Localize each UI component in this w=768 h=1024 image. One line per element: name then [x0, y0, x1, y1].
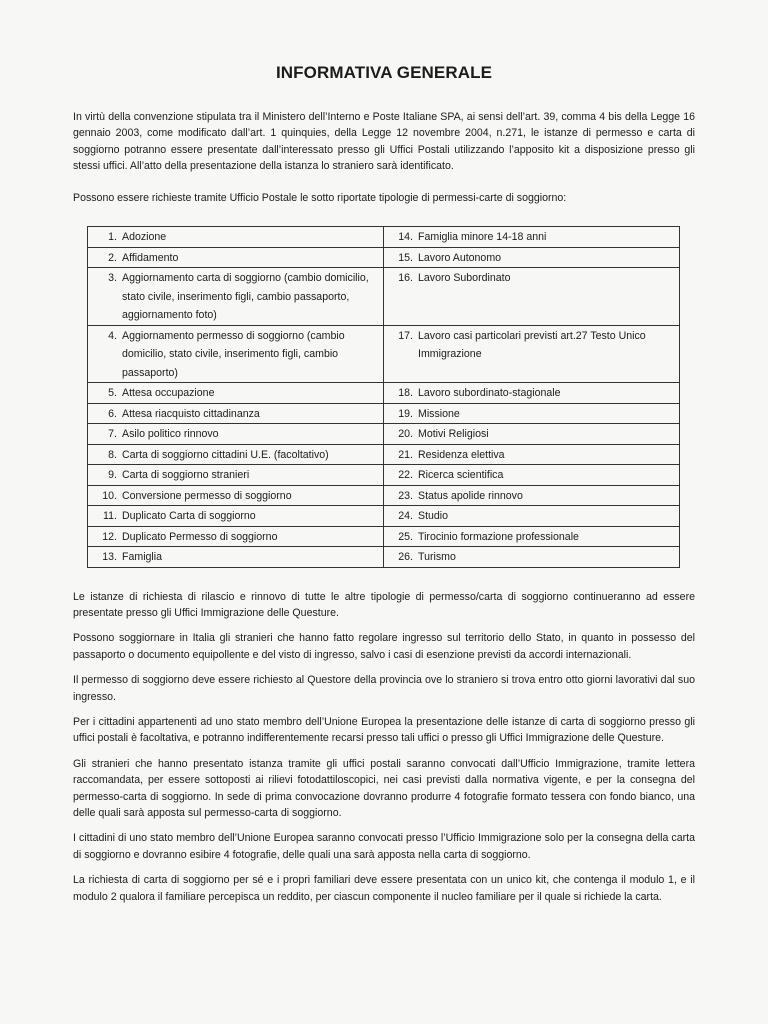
item-number: 3. — [108, 272, 117, 285]
item-label: Ricerca scientifica — [418, 469, 504, 482]
document-title: INFORMATIVA GENERALE — [275, 63, 493, 82]
paragraph-kit-familiari: La richiesta di carta di soggiorno per sé e i propri familiari deve essere presentata con un unico kit, che contenga il modulo 1, e il modulo 2 qualora il familiare percepisca un reddito, per ciascun componente il nucleo familiare per il quale si richiede la carta. — [73, 874, 695, 903]
table-cell-left — [88, 526, 384, 547]
table-row — [88, 465, 680, 486]
table-cell-right — [384, 268, 680, 326]
item-label: Aggiornamento permesso di soggiorno (cambio domicilio, stato civile, inserimento figli, cambio passaporto) — [122, 329, 345, 379]
item-number: 7. — [108, 428, 117, 441]
item-label: Affidamento — [122, 251, 179, 264]
table-row — [88, 247, 680, 268]
item-number: 9. — [108, 469, 117, 482]
item-label: Carta di soggiorno cittadini U.E. (facoltativo) — [122, 448, 329, 461]
item-number: 12. — [102, 530, 117, 543]
item-label: Lavoro subordinato-stagionale — [418, 387, 561, 400]
table-cell-left — [88, 424, 384, 445]
table-cell-right — [384, 526, 680, 547]
item-label: Asilo politico rinnovo — [122, 428, 219, 441]
item-number: 24. — [398, 510, 413, 523]
item-label: Aggiornamento carta di soggiorno (cambio domicilio, stato civile, inserimento figli, cambio passaporto, aggiornamento foto) — [122, 272, 369, 322]
table-cell-right — [384, 325, 680, 383]
item-number: 22. — [398, 469, 413, 482]
item-number: 5. — [108, 387, 117, 400]
table-cell-right — [384, 403, 680, 424]
body-paragraphs — [73, 589, 695, 906]
item-label: Missione — [418, 407, 460, 420]
item-label: Lavoro Subordinato — [418, 272, 511, 285]
item-label: Carta di soggiorno stranieri — [122, 469, 250, 482]
item-label: Famiglia minore 14-18 anni — [418, 231, 547, 244]
table-cell-left — [88, 247, 384, 268]
table-cell-right — [384, 247, 680, 268]
item-label: Adozione — [122, 231, 167, 244]
item-number: 4. — [108, 329, 117, 342]
table-cell-right — [384, 227, 680, 248]
table-row — [88, 403, 680, 424]
item-number: 2. — [108, 251, 117, 264]
table-row — [88, 547, 680, 568]
permit-types-table — [87, 226, 680, 568]
item-label: Attesa occupazione — [122, 387, 215, 400]
item-label: Tirocinio formazione professionale — [418, 530, 579, 543]
table-cell-right — [384, 485, 680, 506]
item-number: 25. — [398, 530, 413, 543]
table-cell-left — [88, 485, 384, 506]
item-number: 18. — [398, 387, 413, 400]
item-number: 1. — [108, 231, 117, 244]
table-cell-right — [384, 444, 680, 465]
table-row — [88, 506, 680, 527]
paragraph-convocazione: Gli stranieri che hanno presentato istanza tramite gli uffici postali saranno convocati dall’Ufficio Immigrazione, tramite lettera raccomandata, per essere sottoposti ai rilievi fotodattiloscopici, nei casi previsti dalla normativa vigente, e per la consegna del permesso-carta di soggiorno. In sede di prima convocazione dovranno produrre 4 fotografie formato tessera con fondo bianco, una delle quali sarà apposta sul permesso-carta di soggiorno. — [73, 757, 695, 819]
table-row — [88, 424, 680, 445]
table-row — [88, 227, 680, 248]
table-cell-left — [88, 403, 384, 424]
item-number: 20. — [398, 428, 413, 441]
paragraph-soggiorno-stranieri: Possono soggiornare in Italia gli stranieri che hanno fatto regolare ingresso sul territorio dello Stato, in quanto in possesso del passaporto o documento equipollente e del visto di ingresso, salvo i casi di esenzione previsti da accordi internazionali. — [73, 632, 695, 661]
table-cell-left — [88, 547, 384, 568]
item-label: Lavoro casi particolari previsti art.27 Testo Unico Immigrazione — [418, 329, 646, 361]
item-number: 14. — [398, 231, 413, 244]
table-cell-left — [88, 444, 384, 465]
table-cell-right — [384, 506, 680, 527]
table-cell-left — [88, 227, 384, 248]
item-number: 13. — [102, 551, 117, 564]
table-cell-left — [88, 325, 384, 383]
item-label: Conversione permesso di soggiorno — [122, 489, 292, 502]
table-row — [88, 325, 680, 383]
intro-paragraph: In virtù della convenzione stipulata tra il Ministero dell’Interno e Poste Italiane SPA, ai sensi dell’art. 39, comma 4 bis della Legge 16 gennaio 2003, come modificato dall’art. 1 quinquies, della Legge 12 novembre 2004, n.271, le istanze di permesso e carta di soggiorno potranno essere presentate dall’interessato presso gli Uffici Postali utilizzando l’apposito kit a disposizione presso gli stessi uffici. All’atto della presentazione della istanza lo straniero sarà identificato. — [73, 111, 695, 173]
item-number: 21. — [398, 448, 413, 461]
item-number: 23. — [398, 489, 413, 502]
table-intro-paragraph: Possono essere richieste tramite Ufficio Postale le sotto riportate tipologie di permessi-carte di soggiorno: — [73, 191, 567, 204]
item-label: Duplicato Permesso di soggiorno — [122, 530, 278, 543]
item-number: 11. — [103, 510, 117, 523]
paragraph-cittadini-ue: Per i cittadini appartenenti ad uno stato membro dell’Unione Europea la presentazione delle istanze di carta di soggiorno presso gli uffici postali è facoltativa, e potranno indifferentemente recarsi presso tali uffici o presso gli Uffici Immigrazione delle Questure. — [73, 715, 695, 745]
item-number: 8. — [108, 448, 117, 461]
item-label: Status apolide rinnovo — [418, 489, 523, 502]
table-row — [88, 526, 680, 547]
item-label: Famiglia — [122, 551, 163, 564]
table-cell-right — [384, 547, 680, 568]
item-label: Duplicato Carta di soggiorno — [122, 510, 256, 523]
table-cell-left — [88, 383, 384, 404]
table-cell-left — [88, 506, 384, 527]
table-cell-right — [384, 465, 680, 486]
table-row — [88, 485, 680, 506]
paragraph-altre-tipologie: Le istanze di richiesta di rilascio e rinnovo di tutte le altre tipologie di permesso/carta di soggiorno continueranno ad essere presentate presso gli Uffici Immigrazione delle Questure. — [73, 590, 695, 619]
item-number: 15. — [398, 251, 413, 264]
table-cell-left — [88, 465, 384, 486]
table-row — [88, 444, 680, 465]
item-label: Lavoro Autonomo — [418, 251, 502, 264]
table-cell-left — [88, 268, 384, 326]
table-cell-right — [384, 424, 680, 445]
item-label: Studio — [418, 510, 449, 523]
item-number: 26. — [398, 551, 413, 564]
table-cell-right — [384, 383, 680, 404]
paragraph-richiesta-questore: Il permesso di soggiorno deve essere richiesto al Questore della provincia ove lo straniero si trova entro otto giorni lavorativi dal suo ingresso. — [73, 674, 695, 703]
item-number: 19. — [398, 407, 413, 420]
item-number: 10. — [102, 489, 117, 502]
paragraph-cittadini-ue-consegna: I cittadini di uno stato membro dell’Unione Europea saranno convocati presso l’Ufficio Immigrazione solo per la consegna della carta di soggiorno e dovranno esibire 4 fotografie, delle quali una sarà apposta nella carta di soggiorno. — [73, 832, 695, 861]
item-label: Attesa riacquisto cittadinanza — [122, 407, 260, 420]
item-number: 6. — [108, 407, 117, 420]
table-row — [88, 268, 680, 326]
item-label: Turismo — [418, 551, 456, 564]
item-number: 16. — [398, 272, 413, 285]
item-label: Motivi Religiosi — [418, 428, 489, 441]
item-number: 17. — [398, 329, 413, 342]
item-label: Residenza elettiva — [418, 448, 505, 461]
table-row — [88, 383, 680, 404]
